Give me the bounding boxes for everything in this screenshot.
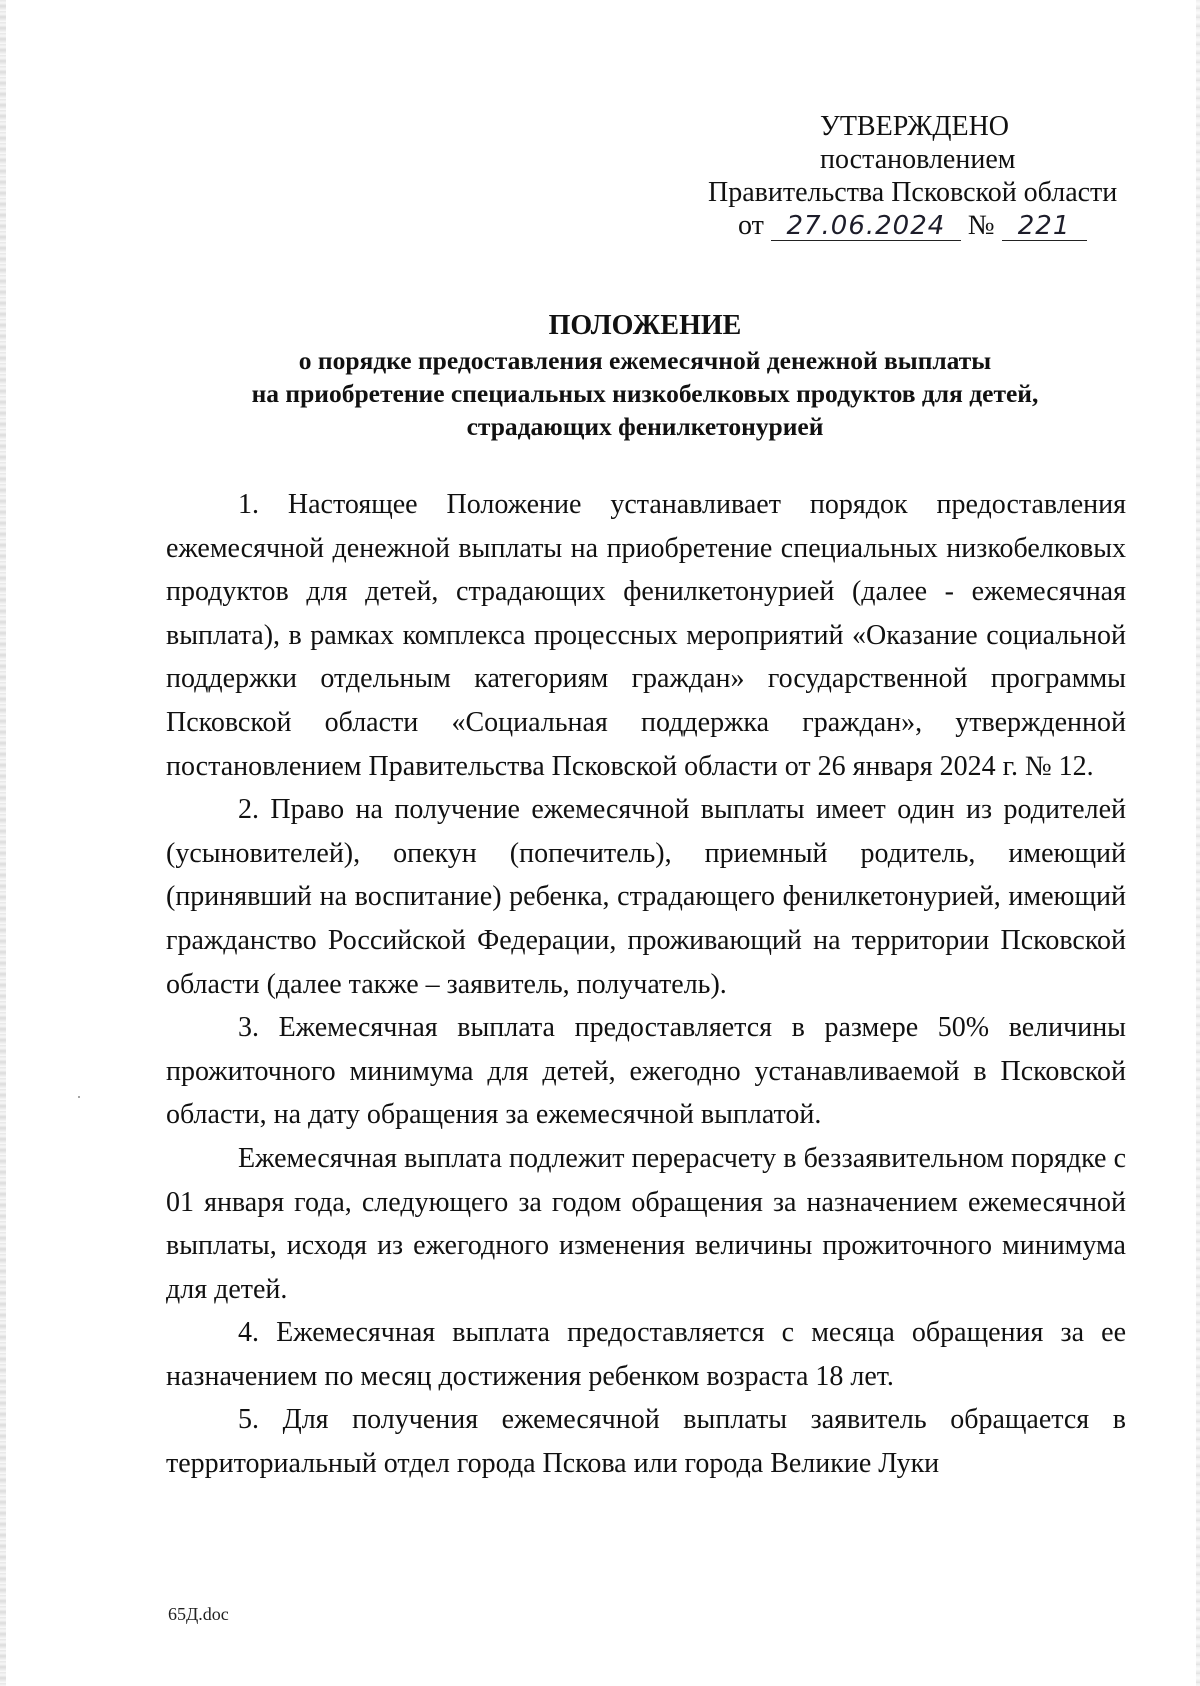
number-prefix: № xyxy=(967,210,995,241)
title-subline-1: о порядке предоставления ежемесячной денежной выплаты xyxy=(298,346,992,375)
scan-speck xyxy=(78,1096,80,1098)
scan-edge-right xyxy=(1196,0,1200,1686)
title-subline-3: страдающих фенилкетонурией xyxy=(466,412,824,441)
document-body xyxy=(166,483,1126,1486)
scan-edge-left xyxy=(0,0,6,1686)
paragraph-3: 3. Ежемесячная выплата предоставляется в размере 50% величины прожиточного минимума для детей, ежегодно устанавливаемой в Псковской области, на дату обращения за ежемесячной выплатой. xyxy=(166,1012,1126,1131)
approval-authority: Правительства Псковской области xyxy=(708,177,1118,208)
paragraph-3-continuation: Ежемесячная выплата подлежит перерасчету в беззаявительном порядке с 01 января года, следующего за годом обращения за назначением ежемесячной выплаты, исходя из ежегодного изменения величины прожиточного минимума для детей. xyxy=(166,1142,1126,1305)
handwritten-number: 221 xyxy=(1002,212,1087,241)
approval-date-line xyxy=(690,209,1130,242)
paragraph-5: 5. Для получения ежемесячной выплаты заявитель обращается в территориальный отдел города Пскова или города Великие Луки xyxy=(166,1404,1126,1480)
title-main: ПОЛОЖЕНИЕ xyxy=(548,310,742,341)
approval-heading: УТВЕРЖДЕНО xyxy=(820,111,1010,142)
paragraph-1: 1. Настоящее Положение устанавливает порядок предоставления ежемесячной денежной выплаты на приобретение специальных низкобелковых продуктов для детей, страдающих фенилкетонурией (далее - ежемесячная выплата), в рамках комплекса процессных мероприятий «Оказание социальной поддержки отдельным категориям граждан» государственной программы Псковской области «Социальная поддержка граждан», утвержденной постановлением Правительства Псковской области от 26 января 2024 г. № 12. xyxy=(166,489,1126,782)
approval-block xyxy=(690,110,1130,242)
date-prefix: от xyxy=(738,210,764,241)
paragraph-4: 4. Ежемесячная выплата предоставляется с месяца обращения за ее назначением по месяц достижения ребенком возраста 18 лет. xyxy=(166,1317,1126,1392)
footer-doc-code: 65Д.doc xyxy=(168,1604,229,1624)
handwritten-date: 27.06.2024 xyxy=(771,212,961,241)
document-title xyxy=(160,308,1130,443)
title-subline-2: на приобретение специальных низкобелковых продуктов для детей, xyxy=(251,379,1039,408)
approval-resolution-label: постановлением xyxy=(820,144,1016,175)
paragraph-2: 2. Право на получение ежемесячной выплаты имеет один из родителей (усыновителей), опекун (попечитель), приемный родитель, имеющий (принявший на воспитание) ребенка, страдающего фенилкетонурией, имеющий гражданство Российской Федерации, проживающий на территории Псковской области (далее также – заявитель, получатель). xyxy=(166,794,1126,1000)
